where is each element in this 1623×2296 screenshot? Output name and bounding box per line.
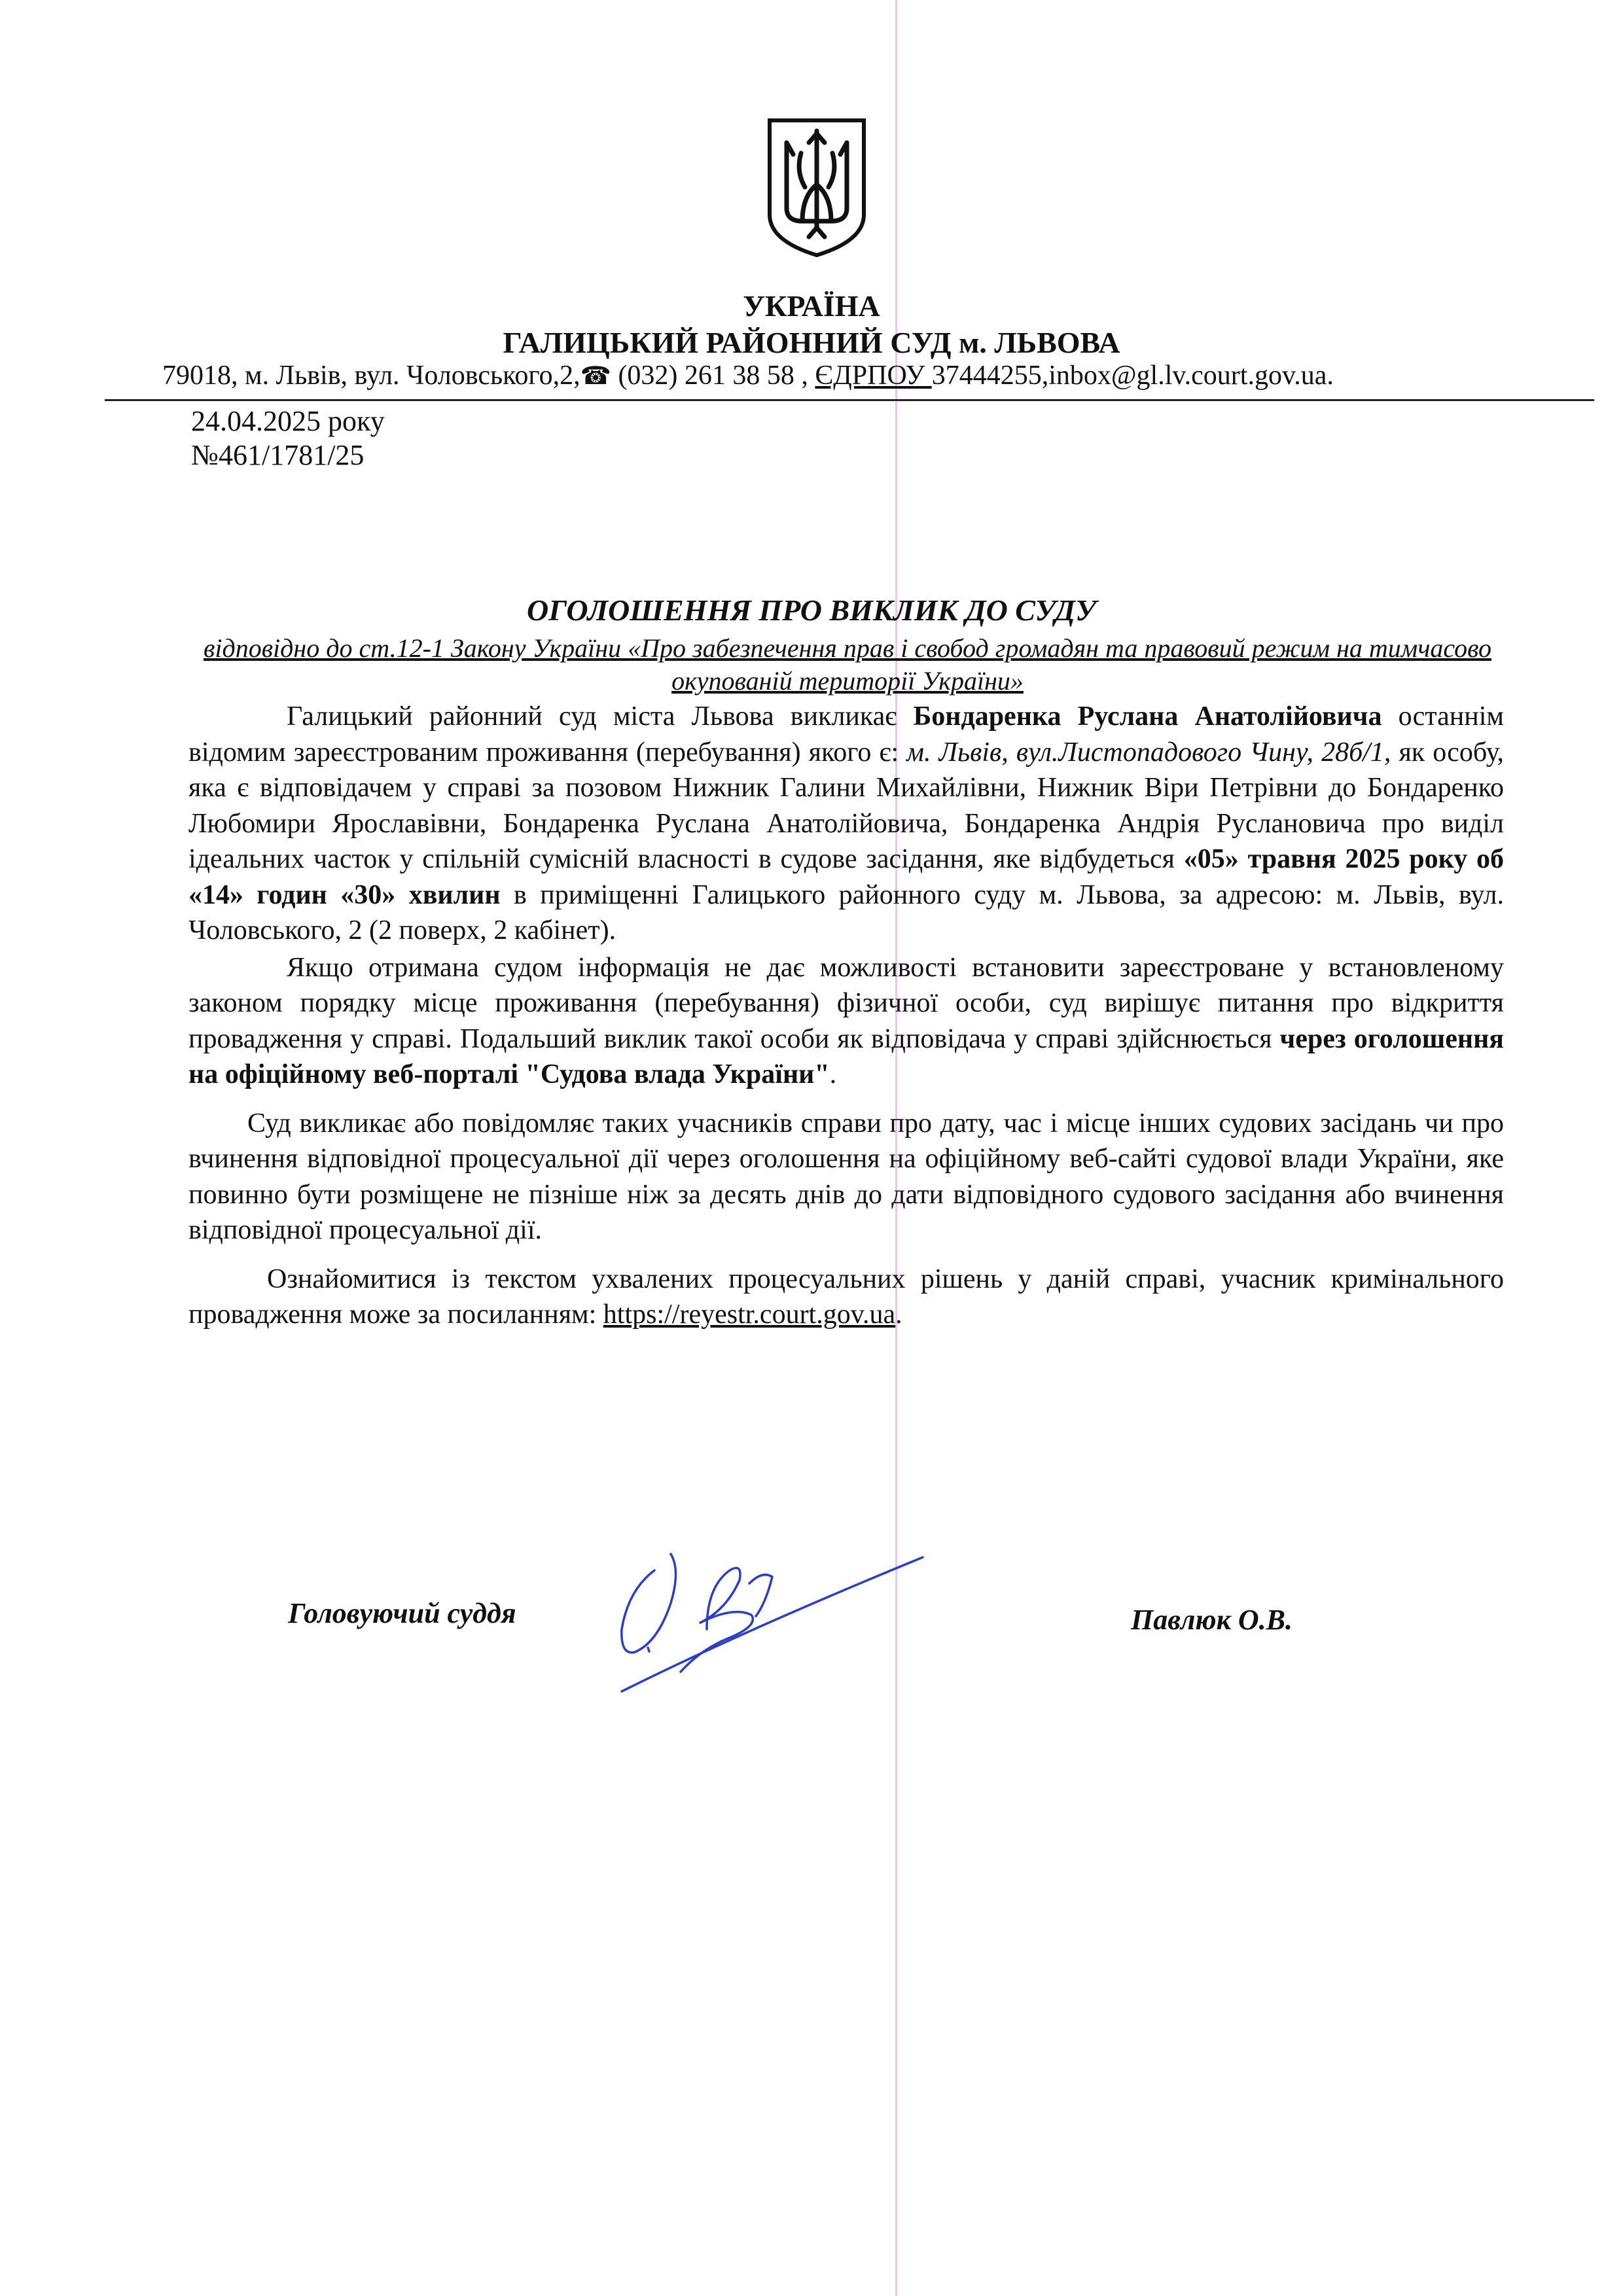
summons-intro: Галицький районний суд міста Львова викликає — [287, 701, 914, 732]
notice-title: ОГОЛОШЕННЯ ПРО ВИКЛИК ДО СУДУ — [527, 593, 1096, 627]
handwritten-signature — [609, 1531, 936, 1701]
signer-name: Павлюк О.В. — [1131, 1604, 1293, 1636]
notice-subtitle: відповідно до ст.12-1 Закону України «Про забезпечення прав і свобод громадян та правовий режим на тимчасово окупованій території України» — [203, 633, 1492, 696]
paragraph-notification: Суд викликає або повідомляє таких учасників справи про дату, час і місце інших судових засідань чи про вчинення відповідної процесуальної дії через оголошення на офіційному веб-сайті судової влади України, яке повинно бути розміщене не пізніше ніж за десять днів до дати відповідного судового засідання або вчинення відповідної процесуальної дії. — [188, 1108, 1504, 1245]
registry-end: . — [895, 1299, 902, 1330]
hearing-datetime: «05» травня 2025 року об «14» годин «30» хвилин — [188, 844, 1504, 910]
edrpou-email-text: 37444255,inbox@gl.lv.court.gov.ua. — [931, 361, 1334, 391]
paragraph-service — [188, 950, 1504, 1093]
phone-icon: ☎ — [580, 362, 611, 390]
address-text: 79018, м. Львів, вул. Чоловського,2, — [162, 361, 580, 391]
service-portal-text: через оголошення на офіційному веб-порталі "Судова влада України" — [188, 1023, 1505, 1089]
edrpou-label: ЄДРПОУ — [815, 361, 932, 391]
defendant-name: Бондаренка Руслана Анатолійовича — [913, 701, 1382, 732]
summons-case-text: як особу, яка є відповідачем у справі за позовом Нижник Галини Михайлівни, Нижник Віри Петрівни до Бондаренко Любомири Ярославівни, Бондаренка Руслана Анатолійовича, Бондаренка Андрія Руслановича про виділ ідеальних часток у спільній сумісній власності в судове засідання, яке відбудеться — [188, 737, 1504, 874]
signer-role: Головуючий суддя — [288, 1597, 516, 1629]
document-date: 24.04.2025 року — [191, 405, 385, 437]
case-number: №461/1781/25 — [191, 439, 365, 471]
service-text: Якщо отримана судом інформація не дає можливості встановити зареєстроване у встановленому законом порядку місце проживання (перебування) фізичної особи, суд вирішує питання про відкриття провадження у справі. Подальший виклик такої особи як відповідача у справі здійснюється — [188, 952, 1504, 1054]
paragraph-summons — [188, 699, 1504, 949]
hearing-location: в приміщенні Галицького районного суду м. Львова, за адресою: м. Львів, вул. Чоловського, 2 (2 поверх, 2 кабінет). — [188, 879, 1504, 945]
registry-link[interactable]: https://reyestr.court.gov.ua — [603, 1299, 896, 1330]
paragraph-registry — [188, 1262, 1504, 1333]
court-contacts — [162, 359, 1569, 393]
header-divider — [105, 399, 1594, 401]
registry-text: Ознайомитися із текстом ухвалених процесуальних рішень у даній справі, учасник кримінального провадження може за посиланням: — [188, 1263, 1504, 1330]
notice-body — [188, 699, 1504, 1333]
court-heading: ГАЛИЦЬКИЙ РАЙОННИЙ СУД м. ЛЬВОВА — [503, 326, 1120, 359]
country-heading: УКРАЇНА — [743, 289, 880, 323]
phone-number: (032) 261 38 58 , — [611, 361, 815, 391]
summons-residence-label: останнім відомим зареєстрованим проживання (перебування) якого є: — [188, 701, 1504, 768]
trident-coat-of-arms-icon — [766, 116, 868, 259]
defendant-address: м. Львів, вул.Листопадового Чину, 28б/1, — [906, 737, 1391, 768]
service-end: . — [829, 1059, 837, 1089]
